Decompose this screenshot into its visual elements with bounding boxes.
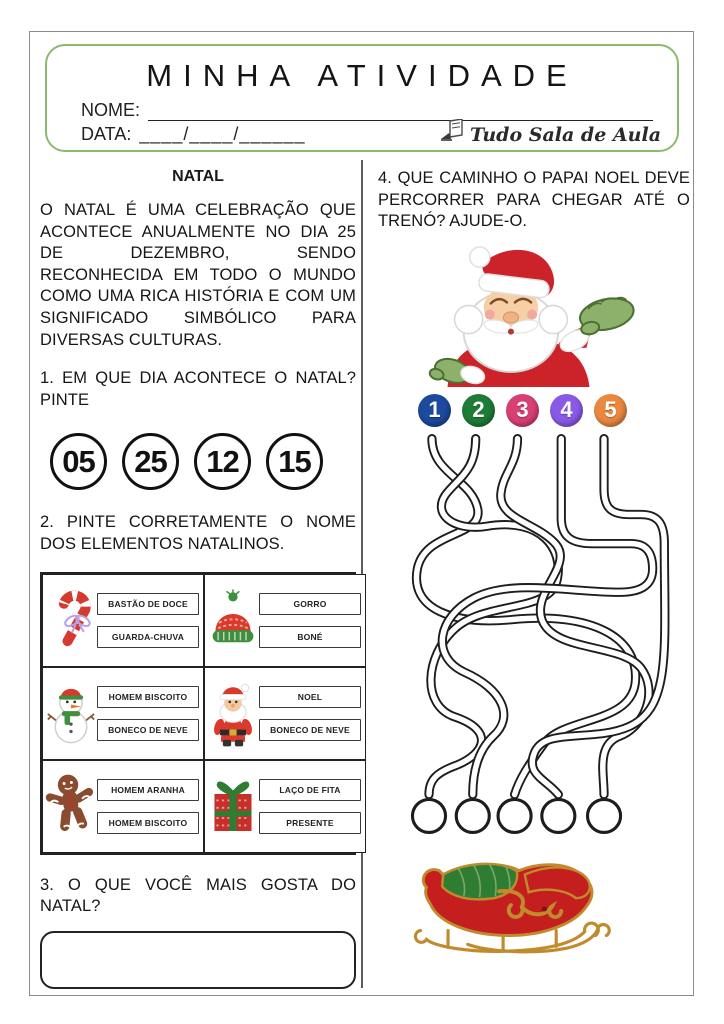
date-row xyxy=(81,124,381,145)
tangled-paths-maze[interactable] xyxy=(394,431,690,848)
candy-cane-icon xyxy=(45,583,97,657)
santa-waving-illustration xyxy=(390,241,690,392)
question-1-options xyxy=(40,433,356,490)
page-title: MINHA ATIVIDADE xyxy=(146,58,578,93)
day-option-circle[interactable]: 15 xyxy=(266,433,323,490)
left-column xyxy=(40,168,356,989)
answer-option[interactable]: BASTÃO DE DOCE xyxy=(97,593,199,615)
date-label: DATA: xyxy=(81,124,132,144)
answer-option[interactable]: BONÉ xyxy=(259,626,361,648)
day-option-circle[interactable]: 05 xyxy=(50,433,107,490)
logo-text: Tudo Sala de Aula xyxy=(469,124,661,146)
section-title: NATAL xyxy=(172,168,224,185)
name-input-line[interactable] xyxy=(148,101,653,121)
santa-icon xyxy=(207,677,259,749)
answer-option[interactable]: HOMEM ARANHA xyxy=(97,779,199,801)
snowman-icon xyxy=(45,677,97,749)
gift-icon xyxy=(207,769,259,843)
maze-number-badge: 2 xyxy=(462,394,495,427)
question-3-answer-box[interactable] xyxy=(40,931,356,989)
answer-option[interactable]: BONECO DE NEVE xyxy=(259,719,361,741)
table-cell-snowman xyxy=(42,667,204,760)
maze-start-numbers xyxy=(418,394,690,427)
maze-number-badge: 3 xyxy=(506,394,539,427)
table-cell-hat xyxy=(204,574,366,667)
name-label: NOME: xyxy=(81,100,141,120)
question-2-table xyxy=(40,572,356,855)
maze-number-badge: 1 xyxy=(418,394,451,427)
day-option-circle[interactable]: 25 xyxy=(122,433,179,490)
question-4-text: 4. QUE CAMINHO O PAPAI NOEL DEVE PERCORRER PARA CHEGAR ATÉ O TRENÓ? AJUDE-O. xyxy=(378,169,690,231)
answer-option[interactable]: NOEL xyxy=(259,686,361,708)
question-1-text: 1. EM QUE DIA ACONTECE O NATAL? PINTE xyxy=(40,369,356,409)
intro-paragraph: O NATAL É UMA CELEBRAÇÃO QUE ACONTECE ANUALMENTE NO DIA 25 DE DEZEMBRO, SENDO RECONHECIDA EM TODO O MUNDO COMO UMA RICA HISTÓRIA E COM UM SIGNIFICADO SIMBÓLICO PARA DIVERSAS CULTURAS. xyxy=(40,201,356,349)
table-cell-santa xyxy=(204,667,366,760)
maze-number-badge: 4 xyxy=(550,394,583,427)
right-column xyxy=(378,168,690,971)
name-row xyxy=(81,100,653,121)
question-2-text: 2. PINTE CORRETAMENTE O NOME DOS ELEMENTOS NATALINOS. xyxy=(40,513,356,553)
table-cell-gingerbread xyxy=(42,760,204,853)
chalkboard-icon xyxy=(440,119,466,146)
answer-option[interactable]: GUARDA-CHUVA xyxy=(97,626,199,648)
gingerbread-icon xyxy=(45,770,97,842)
answer-option[interactable]: LAÇO DE FITA xyxy=(259,779,361,801)
answer-option[interactable]: PRESENTE xyxy=(259,812,361,834)
answer-option[interactable]: BONECO DE NEVE xyxy=(97,719,199,741)
header xyxy=(45,44,679,152)
table-cell-candy-cane xyxy=(42,574,204,667)
answer-option[interactable]: HOMEM BISCOITO xyxy=(97,686,199,708)
logo xyxy=(440,119,661,146)
sleigh-illustration xyxy=(406,848,690,971)
table-cell-gift xyxy=(204,760,366,853)
day-option-circle[interactable]: 12 xyxy=(194,433,251,490)
answer-option[interactable]: HOMEM BISCOITO xyxy=(97,812,199,834)
date-input-line[interactable]: ____/____/______ xyxy=(139,124,306,144)
maze-number-badge: 5 xyxy=(594,394,627,427)
question-3-text: 3. O QUE VOCÊ MAIS GOSTA DO NATAL? xyxy=(40,875,356,916)
answer-option[interactable]: GORRO xyxy=(259,593,361,615)
winter-hat-icon xyxy=(207,587,259,653)
